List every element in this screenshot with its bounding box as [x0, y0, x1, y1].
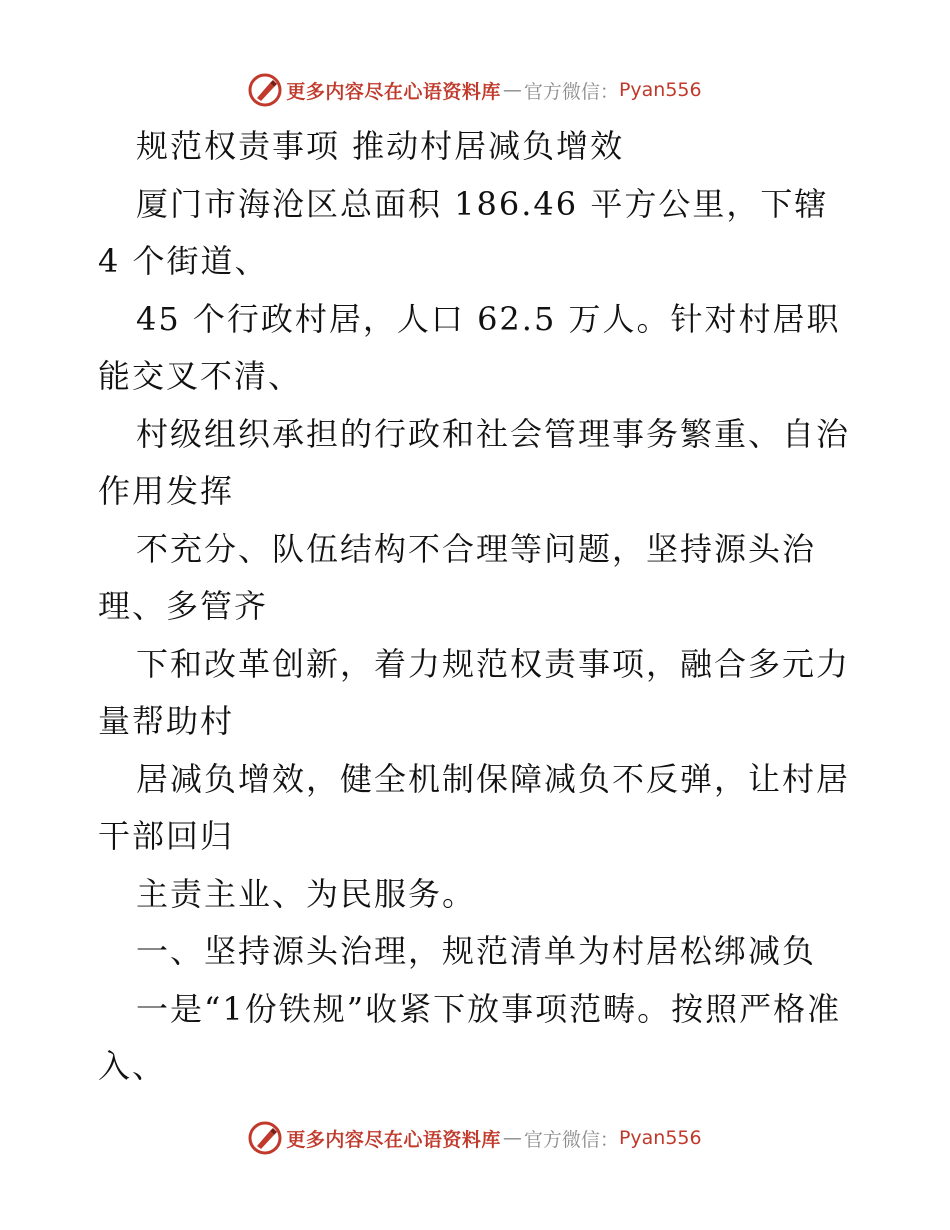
document-title: 规范权责事项 推动村居减负增效: [136, 127, 625, 165]
library-text: 更多内容尽在心语资料库: [286, 80, 501, 103]
paragraph-8: 一是“1份铁规”收紧下放事项范畴。按照严格准入、: [98, 989, 842, 1085]
paragraph-3: 村级组织承担的行政和社会管理事务繁重、自治作用发挥: [98, 414, 851, 510]
wechat-id: Pyan556: [618, 1127, 702, 1149]
wechat-id: Pyan556: [618, 79, 702, 101]
separator-dash: —: [502, 1127, 522, 1149]
paragraph-2: 45 个行政村居，人口 62.5 万人。针对村居职能交叉不清、: [98, 299, 841, 395]
section-heading-1: 一、坚持源头治理，规范清单为村居松绑减负: [136, 932, 817, 970]
wechat-label: 官方微信：: [523, 80, 619, 103]
library-text: 更多内容尽在心语资料库: [286, 1128, 501, 1151]
paragraph-1: 厦门市海沧区总面积 186.46 平方公里，下辖 4 个街道、: [98, 184, 829, 280]
watermark-banner-bottom: [0, 1118, 950, 1158]
paragraph-7: 主责主业、为民服务。: [136, 874, 477, 913]
document-body: [98, 118, 858, 1096]
separator-dash: —: [502, 79, 522, 101]
paragraph-4: 不充分、队伍结构不合理等问题，坚持源头治理、多管齐: [98, 529, 817, 625]
paragraph-6: 居减负增效，健全机制保障减负不反弹，让村居干部回归: [98, 759, 851, 855]
wechat-label: 官方微信：: [523, 1128, 619, 1151]
paragraph-5: 下和改革创新，着力规范权责事项，融合多元力量帮助村: [98, 644, 851, 740]
watermark-banner-top: [0, 70, 950, 110]
pen-logo-icon: [248, 1121, 282, 1155]
pen-logo-icon: [248, 73, 282, 107]
